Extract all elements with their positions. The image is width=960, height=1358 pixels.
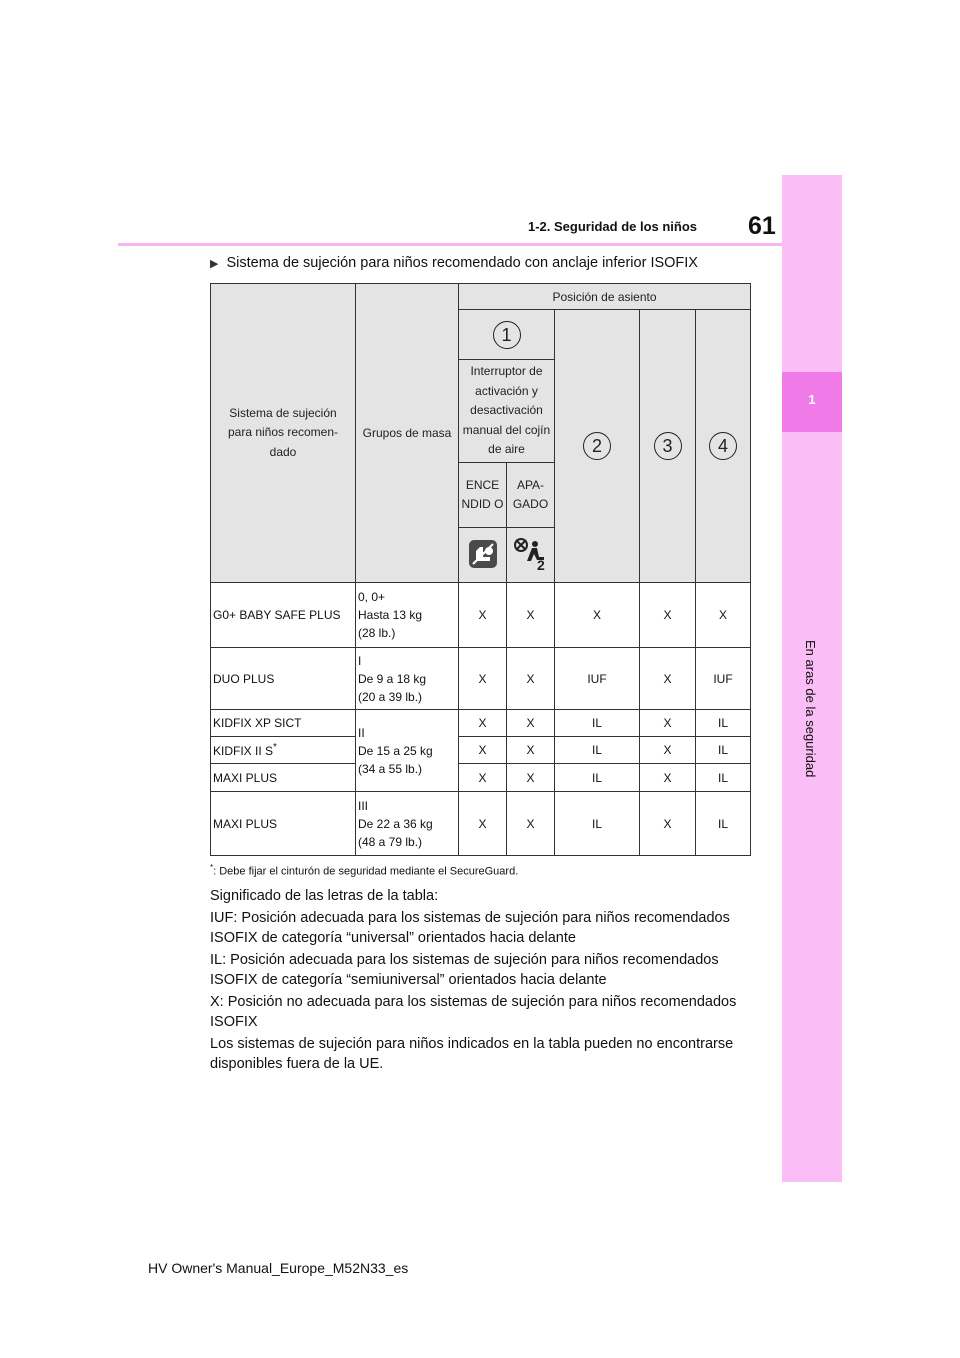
cell-value: X bbox=[507, 792, 555, 856]
page-number: 61 bbox=[748, 212, 776, 240]
cell-value: X bbox=[507, 737, 555, 764]
table-row bbox=[211, 710, 751, 737]
cell-value: IL bbox=[555, 792, 640, 856]
row-mass: 0, 0+ Hasta 13 kg (28 lb.) bbox=[356, 583, 459, 648]
cell-value: X bbox=[555, 583, 640, 648]
seat-2-cell bbox=[555, 310, 640, 583]
legend-text bbox=[210, 886, 765, 1076]
row-name: KIDFIX XP SICT bbox=[211, 710, 356, 737]
seat-1-cell bbox=[459, 310, 555, 360]
chapter-title: En aras de la seguridad bbox=[803, 640, 818, 778]
chapter-number: 1 bbox=[808, 392, 816, 407]
seat-3-label: 3 bbox=[654, 432, 682, 460]
cell-value: X bbox=[640, 764, 696, 792]
svg-text:2: 2 bbox=[536, 556, 545, 571]
table-heading bbox=[210, 255, 698, 271]
bullet-triangle-icon: ▶ bbox=[210, 258, 219, 270]
switch-off-label: APA-GADO bbox=[507, 463, 555, 528]
cell-value: IL bbox=[555, 764, 640, 792]
legend-il: IL: Posición adecuada para los sistemas de sujeción para niños recomendados ISOFIX de categoría “semiuniversal” orientados hacia delante bbox=[210, 951, 719, 988]
row-name-text: KIDFIX II S bbox=[213, 744, 274, 758]
section-title: 1-2. Seguridad de los niños bbox=[528, 219, 698, 234]
cell-value: IL bbox=[555, 710, 640, 737]
table-row bbox=[211, 648, 751, 710]
header-rule bbox=[118, 243, 782, 246]
airbag-switch-label: Interruptor de activación y desactivación manual del cojín de aire bbox=[459, 360, 555, 463]
seat-3-cell bbox=[640, 310, 696, 583]
cell-value: X bbox=[640, 710, 696, 737]
row-name: MAXI PLUS bbox=[211, 764, 356, 792]
restraint-table bbox=[210, 283, 751, 856]
airbag-on-indicator-icon bbox=[468, 539, 498, 569]
cell-value: X bbox=[640, 648, 696, 710]
cell-value: IL bbox=[696, 737, 751, 764]
legend-iuf: IUF: Posición adecuada para los sistemas de sujeción para niños recomendados ISOFIX de categoría “universal” orientados hacia delante bbox=[210, 909, 730, 946]
cell-value: X bbox=[459, 764, 507, 792]
cell-value: X bbox=[459, 583, 507, 648]
cell-value: X bbox=[507, 710, 555, 737]
cell-value: X bbox=[459, 737, 507, 764]
legend-x: X: Posición no adecuada para los sistemas de sujeción para niños recomendados ISOFIX bbox=[210, 993, 737, 1030]
cell-value: X bbox=[640, 583, 696, 648]
row-mass: III De 22 a 36 kg (48 a 79 lb.) bbox=[356, 792, 459, 856]
legend-intro: Significado de las letras de la tabla: bbox=[210, 888, 439, 904]
seat-1-label: 1 bbox=[493, 321, 521, 349]
footnote-marker: * bbox=[210, 863, 214, 872]
row-name: MAXI PLUS bbox=[211, 792, 356, 856]
table-row bbox=[211, 764, 751, 792]
col-header-position: Posición de asiento bbox=[459, 284, 751, 310]
seat-4-label: 4 bbox=[709, 432, 737, 460]
cell-value: X bbox=[696, 583, 751, 648]
cell-value: X bbox=[459, 648, 507, 710]
row-mass: II De 15 a 25 kg (34 a 55 lb.) bbox=[356, 710, 459, 792]
cell-value: X bbox=[459, 710, 507, 737]
cell-value: IL bbox=[555, 737, 640, 764]
switch-on-label: ENCE NDID O bbox=[459, 463, 507, 528]
row-name bbox=[211, 737, 356, 764]
cell-value: IUF bbox=[696, 648, 751, 710]
seat-4-cell bbox=[696, 310, 751, 583]
cell-value: X bbox=[507, 583, 555, 648]
table-row bbox=[211, 792, 751, 856]
row-mass: I De 9 a 18 kg (20 a 39 lb.) bbox=[356, 648, 459, 710]
row-name: DUO PLUS bbox=[211, 648, 356, 710]
cell-value: IL bbox=[696, 764, 751, 792]
table-heading-text: Sistema de sujeción para niños recomendado con anclaje inferior ISOFIX bbox=[226, 255, 698, 271]
passenger-airbag-off-icon bbox=[513, 537, 549, 571]
airbag-on-indicator-cell bbox=[459, 528, 507, 583]
cell-value: X bbox=[507, 648, 555, 710]
row-name: G0+ BABY SAFE PLUS bbox=[211, 583, 356, 648]
col-header-restraint: Sistema de sujeción para niños recomen-dado bbox=[211, 284, 356, 583]
footnote-mark: * bbox=[273, 742, 277, 753]
col-header-mass: Grupos de masa bbox=[356, 284, 459, 583]
footer-manual-id: HV Owner's Manual_Europe_M52N33_es bbox=[148, 1260, 409, 1276]
footnote bbox=[210, 863, 518, 878]
table-row bbox=[211, 737, 751, 764]
passenger-airbag-off-cell bbox=[507, 528, 555, 583]
cell-value: X bbox=[640, 737, 696, 764]
cell-value: X bbox=[507, 764, 555, 792]
cell-value: X bbox=[459, 792, 507, 856]
seat-2-label: 2 bbox=[583, 432, 611, 460]
cell-value: IL bbox=[696, 792, 751, 856]
cell-value: IUF bbox=[555, 648, 640, 710]
footnote-text: : Debe fijar el cinturón de seguridad mediante el SecureGuard. bbox=[213, 865, 519, 878]
cell-value: X bbox=[640, 792, 696, 856]
table-row bbox=[211, 583, 751, 648]
cell-value: IL bbox=[696, 710, 751, 737]
availability-note: Los sistemas de sujeción para niños indicados en la tabla pueden no encontrarse disponibles fuera de la UE. bbox=[210, 1035, 734, 1072]
